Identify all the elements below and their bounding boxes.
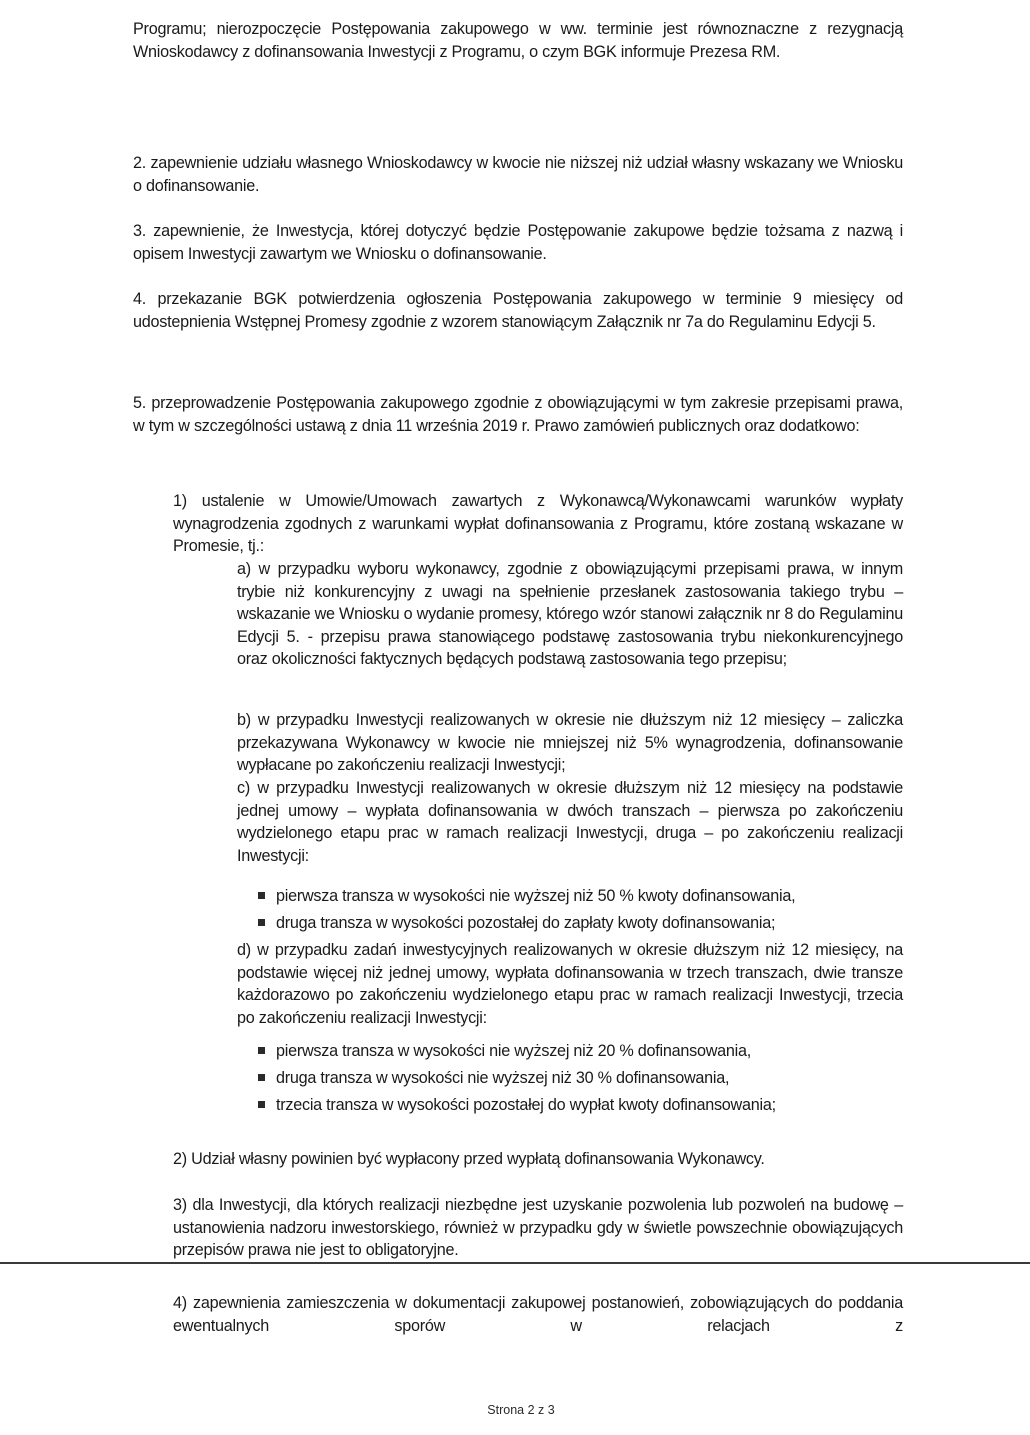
- d-bullet-text: pierwsza transza w wysokości nie wyższej niż 20 % dofinansowania,: [276, 1042, 751, 1060]
- square-bullet-icon: [258, 919, 265, 926]
- sub-2-paragraph: 2) Udział własny powinien być wypłacony przed wypłatą dofinansowania Wykonawcy.: [173, 1150, 765, 1168]
- sub-1-item-d: d) w przypadku zadań inwestycyjnych realizowanych w okresie dłuższym niż 12 miesięcy, na podstawie więcej niż jednej umowy, wypłata dofinansowania w trzech transzach, dwie transze każdorazowo po zakończeniu wydzielonego etapu prac w ramach realizacji Inwestycji, trzecia po zakończeniu realizacji Inwestycji:: [237, 941, 903, 1027]
- sub-1-item-c: c) w przypadku Inwestycji realizowanych w okresie dłuższym niż 12 miesięcy na podstawie jednej umowy – wypłata dofinansowania w dwóch transzach – pierwsza po zakończeniu wydzielonego etapu prac w ramach realizacji Inwestycji, druga – po zakończeniu realizacji Inwestycji:: [237, 779, 903, 865]
- square-bullet-icon: [258, 1047, 265, 1054]
- intro-continuation-paragraph: Programu; nierozpoczęcie Postępowania zakupowego w ww. terminie jest równoznaczne z rezygnacją Wnioskodawcy z dofinansowania Inwestycji z Programu, o czym BGK informuje Prezesa RM.: [133, 20, 903, 61]
- point-4-paragraph: 4. przekazanie BGK potwierdzenia ogłoszenia Postępowania zakupowego w terminie 9 miesięcy od udostepnienia Wstępnej Promesy zgodnie z wzorem stanowiącym Załącznik nr 7a do Regulaminu Edycji 5.: [133, 290, 903, 331]
- d-bullet-item: [258, 1040, 751, 1063]
- page-number-label: Strona 2 z 3: [487, 1403, 555, 1417]
- square-bullet-icon: [258, 1101, 265, 1108]
- d-bullet-text: druga transza w wysokości nie wyższej niż 30 % dofinansowania,: [276, 1069, 730, 1087]
- square-bullet-icon: [258, 892, 265, 899]
- c-bullet-item: [258, 912, 775, 935]
- sub-1-item-a: a) w przypadku wyboru wykonawcy, zgodnie z obowiązującymi przepisami prawa, w innym trybie niż konkurencyjny z uwagi na spełnienie przesłanek zastosowania takiego trybu – wskazanie we Wniosku o wydanie promesy, którego wzór stanowi załącznik nr 8 do Regulaminu Edycji 5. - przepisu prawa stanowiącego podstawę zastosowania trybu niekonkurencyjnego oraz okoliczności faktycznych będących podstawą zastosowania tego przepisu;: [237, 560, 903, 669]
- c-bullet-text: druga transza w wysokości pozostałej do zapłaty kwoty dofinansowania;: [276, 914, 776, 932]
- square-bullet-icon: [258, 1074, 265, 1081]
- point-5-paragraph: 5. przeprowadzenie Postępowania zakupowego zgodnie z obowiązującymi w tym zakresie przepisami prawa, w tym w szczególności ustawą z dnia 11 września 2019 r. Prawo zamówień publicznych oraz dodatkowo:: [133, 394, 903, 435]
- sub-1-item-b: b) w przypadku Inwestycji realizowanych w okresie nie dłuższym niż 12 miesięcy – zaliczka przekazywana Wykonawcy w kwocie nie mniejszej niż 5% wynagrodzenia, dofinansowanie wypłacane po zakończeniu realizacji Inwestycji;: [237, 711, 903, 775]
- point-2-paragraph: 2. zapewnienie udziału własnego Wnioskodawcy w kwocie nie niższej niż udział własny wskazany we Wniosku o dofinansowanie.: [133, 154, 903, 195]
- horizontal-rule: [0, 1262, 1030, 1264]
- c-bullet-text: pierwsza transza w wysokości nie wyższej niż 50 % kwoty dofinansowania,: [276, 887, 796, 905]
- c-bullet-item: [258, 885, 795, 908]
- sub-4-paragraph: 4) zapewnienia zamieszczenia w dokumentacji zakupowej postanowień, zobowiązujących do poddania ewentualnych sporów w relacjach z: [173, 1294, 903, 1335]
- page-footer: [0, 1403, 1030, 1417]
- sub-3-paragraph: 3) dla Inwestycji, dla których realizacji niezbędne jest uzyskanie pozwolenia lub pozwoleń na budowę – ustanowienia nadzoru inwestorskiego, również w przypadku gdy w świetle powszechnie obowiązujących przepisów prawa nie jest to obligatoryjne.: [173, 1196, 903, 1260]
- sub-1-paragraph: 1) ustalenie w Umowie/Umowach zawartych z Wykonawcą/Wykonawcami warunków wypłaty wynagrodzenia zgodnych z warunkami wypłat dofinansowania z Programu, które zostaną wskazane w Promesie, tj.:: [173, 492, 903, 556]
- point-3-paragraph: 3. zapewnienie, że Inwestycja, której dotyczyć będzie Postępowanie zakupowe będzie tożsama z nazwą i opisem Inwestycji zawartym we Wniosku o dofinansowanie.: [133, 222, 903, 263]
- d-bullet-item: [258, 1094, 776, 1117]
- d-bullet-item: [258, 1067, 729, 1090]
- d-bullet-text: trzecia transza w wysokości pozostałej do wypłat kwoty dofinansowania;: [276, 1096, 776, 1114]
